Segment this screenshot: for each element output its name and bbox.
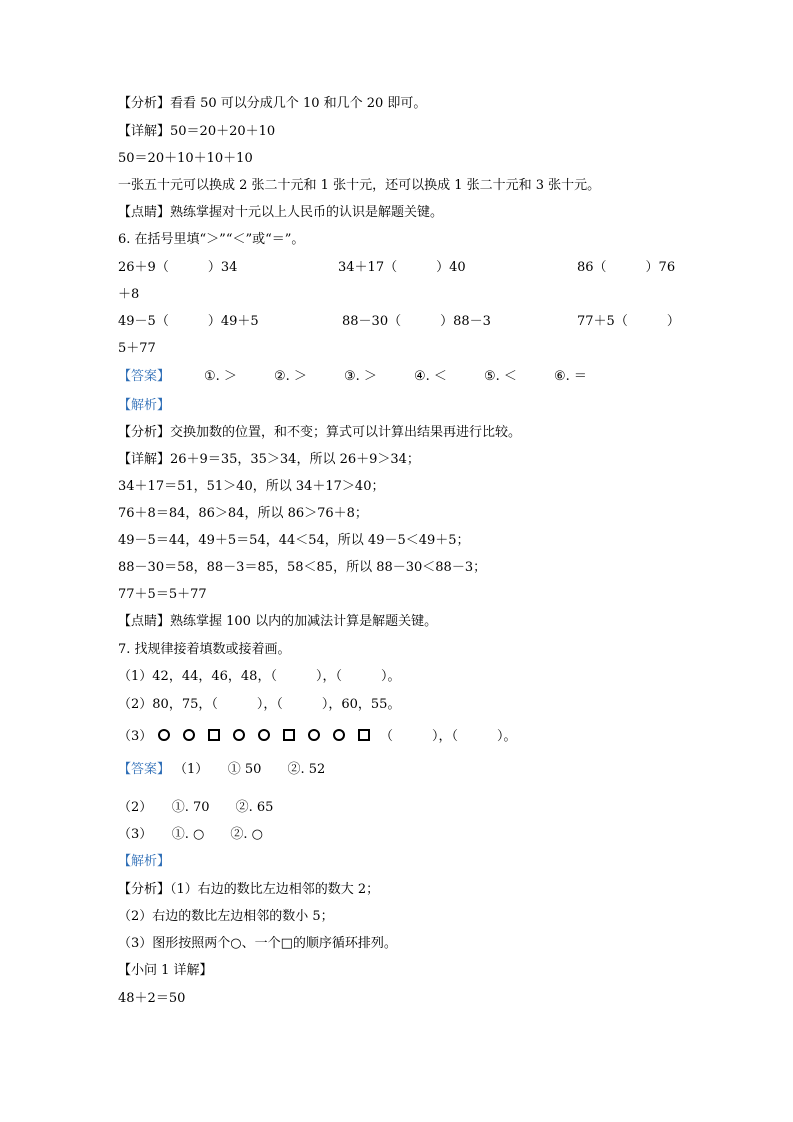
question-7-title: 7. 找规律接着填数或接着画。	[118, 642, 291, 657]
detail-line: 49－5＝44，49＋5＝54，44＜54，所以 49－5＜49＋5；	[118, 533, 470, 548]
q6-item-cont: 5＋77	[118, 341, 156, 356]
answer-item: ⑥. ＝	[554, 369, 587, 384]
square-shape	[208, 729, 220, 741]
detail-line: 76＋8＝84，86＞84，所以 86＞76＋8；	[118, 506, 368, 521]
answer-item: ④. ＜	[414, 369, 447, 384]
q6-item: 88－30（ ）88－3	[342, 314, 491, 329]
detail-line: 77＋5＝5＋77	[118, 587, 207, 602]
answer-item: ⑤. ＜	[484, 369, 517, 384]
analysis-line: 【分析】看看 50 可以分成几个 10 和几个 20 即可。	[118, 96, 427, 111]
analysis-line: （3）图形按照两个○、一个□的顺序循环排列。	[118, 936, 397, 951]
detail-line: 一张五十元可以换成 2 张二十元和 1 张十元，还可以换成 1 张二十元和 3 张十元。	[118, 178, 601, 193]
jiexi-label: 【解析】	[118, 854, 171, 869]
circle-shape	[333, 729, 345, 741]
remark-line: 【点睛】熟练掌握对十元以上人民币的认识是解题关键。	[118, 205, 444, 220]
q6-item: 34＋17（ ）40	[338, 260, 466, 275]
q6-item: 49－5（ ）49＋5	[118, 314, 259, 329]
jiexi-label: 【解析】	[118, 398, 171, 413]
answer-label: 【答案】	[118, 369, 171, 384]
circle-shape	[158, 729, 170, 741]
answer-row: （1） ① 50 ②. 52	[174, 762, 326, 777]
answer-row: （2） ①. 70 ②. 65	[118, 800, 274, 815]
q6-item: 26＋9（ ）34	[118, 260, 238, 275]
answer-label: 【答案】	[118, 762, 171, 777]
analysis-line: 【分析】交换加数的位置，和不变；算式可以计算出结果再进行比较。	[118, 425, 522, 440]
q7-part-1: （1）42，44，46，48，（ ），（ ）。	[118, 669, 401, 684]
remark-line: 【点睛】熟练掌握 100 以内的加减法计算是解题关键。	[118, 614, 438, 629]
sub-question-heading: 【小问 1 详解】	[118, 963, 213, 978]
analysis-line: （2）右边的数比左边相邻的数小 5；	[118, 909, 334, 924]
answer-row: （3） ①. ○ ②. ○	[118, 827, 263, 842]
detail-line: 48＋2＝50	[118, 991, 186, 1006]
detail-line: 34＋17＝51，51＞40，所以 34＋17＞40；	[118, 479, 385, 494]
circle-shape	[233, 729, 245, 741]
q6-item-cont: ＋8	[118, 287, 140, 302]
q7-part-2: （2）80，75，（ ），（ ），60，55。	[118, 697, 401, 712]
q6-item: 77＋5（ ）	[577, 314, 680, 329]
square-shape	[283, 729, 295, 741]
square-shape	[358, 729, 370, 741]
answer-item: ①. ＞	[204, 369, 237, 384]
answer-item: ③. ＞	[344, 369, 377, 384]
circle-shape	[258, 729, 270, 741]
analysis-line: 【分析】（1）右边的数比左边相邻的数大 2；	[118, 882, 380, 897]
detail-line: 【详解】26＋9＝35，35＞34，所以 26＋9＞34；	[118, 452, 420, 467]
detail-line: 88－30＝58，88－3＝85，58＜85，所以 88－30＜88－3；	[118, 560, 487, 575]
q6-item: 86（ ）76	[577, 260, 676, 275]
circle-shape	[308, 729, 320, 741]
q7-part-3-label: （3）	[118, 729, 153, 744]
q7-part-3-blanks: （ ），（ ）。	[380, 729, 517, 744]
circle-shape	[183, 729, 195, 741]
detail-line: 【详解】50＝20＋20＋10	[118, 124, 276, 139]
question-6-title: 6. 在括号里填“＞”“＜”或“＝”。	[118, 232, 305, 247]
detail-line: 50＝20＋10＋10＋10	[118, 151, 253, 166]
answer-item: ②. ＞	[274, 369, 307, 384]
